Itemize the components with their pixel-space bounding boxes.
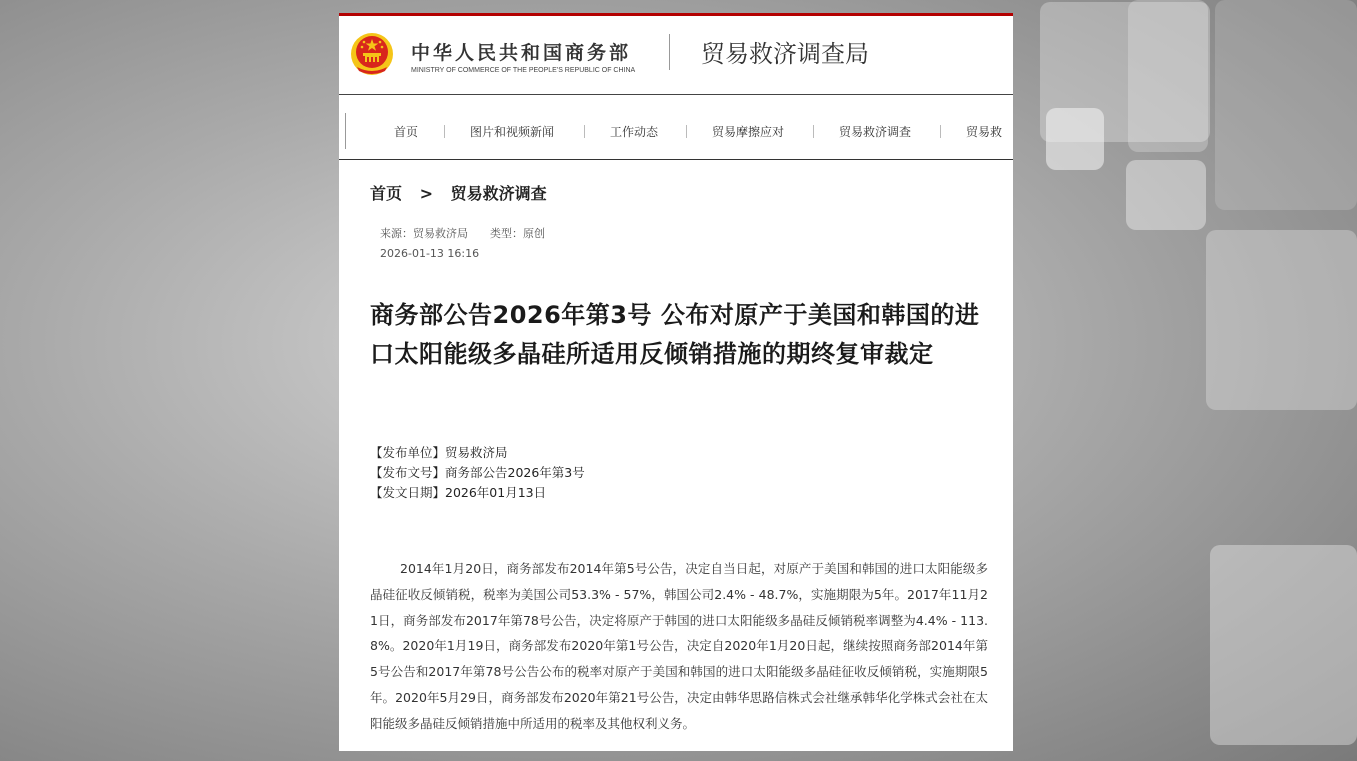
background-tile <box>1206 230 1357 410</box>
nav-separator <box>940 125 941 138</box>
main-nav <box>339 95 1013 160</box>
national-emblem-icon[interactable] <box>349 31 395 77</box>
meta-type: 类型：原创 <box>490 227 545 240</box>
breadcrumb-separator: > <box>419 184 433 203</box>
header-divider <box>669 34 670 70</box>
nav-item-trade-remedy-investigation[interactable]: 贸易救济调查 <box>839 125 912 139</box>
breadcrumb-current[interactable]: 贸易救济调查 <box>450 184 547 203</box>
background-tile <box>1215 0 1357 210</box>
nav-item-home[interactable]: 首页 <box>394 125 419 139</box>
nav-separator <box>813 125 814 138</box>
nav-item-trade-friction[interactable]: 贸易摩擦应对 <box>712 125 785 139</box>
webpage-panel <box>339 13 1013 751</box>
ministry-name-cn[interactable]: 中华人民共和国商务部 <box>411 42 632 64</box>
nav-separator <box>444 125 445 138</box>
article-title: 商务部公告2026年第3号 公布对原产于美国和韩国的进口太阳能级多晶硅所适用反倾销措施的期终复审裁定 <box>370 301 980 368</box>
nav-item-photo-video-news[interactable]: 图片和视频新闻 <box>470 125 555 139</box>
background-tile <box>1210 545 1357 745</box>
meta-source: 来源：贸易救济局 <box>380 227 468 240</box>
nav-separator <box>686 125 687 138</box>
article-info <box>370 443 585 503</box>
info-date: 【发文日期】2026年01月13日 <box>370 485 547 500</box>
bureau-title[interactable]: 贸易救济调查局 <box>701 40 869 68</box>
nav-divider <box>345 113 346 149</box>
info-issuer: 【发布单位】贸易救济局 <box>370 445 508 460</box>
article-meta <box>380 224 545 264</box>
nav-separator <box>584 125 585 138</box>
nav-item-work-updates[interactable]: 工作动态 <box>610 125 659 139</box>
background-tile <box>1126 160 1206 230</box>
meta-datetime: 2026-01-13 16:16 <box>380 247 480 260</box>
nav-item-trade-remedy-more[interactable]: 贸易救 <box>966 125 1003 139</box>
breadcrumb-home[interactable]: 首页 <box>370 184 403 203</box>
breadcrumb <box>370 181 559 204</box>
site-header <box>339 16 1013 95</box>
background-tile <box>1046 108 1104 170</box>
article-body: 2014年1月20日，商务部发布2014年第5号公告，决定自当日起，对原产于美国和韩国的进口太阳能级多晶硅征收反倾销税，税率为美国公司53.3% - 57%，韩国公司2.4% - 48.7%，实施期限为5年。2017年11月21日，商务部发布2017年第78号公告，决定将原产于韩国的进口太阳能级多晶硅反倾销税率调整为4.4% - 113.8%。2020年1月19日，商务部发布2020年第1号公告，决定自2020年1月20日起，继续按照商务部2014年第5号公告和2017年第78号公告公布的税率对原产于美国和韩国的进口太阳能级多晶硅征收反倾销税，实施期限5年。2020年5月29日，商务部发布2020年第21号公告，决定由韩华思路信株式会社继承韩华化学株式会社在太阳能级多晶硅反倾销措施中所适用的税率及其他权利义务。 <box>370 561 988 731</box>
background-tile <box>1128 0 1208 152</box>
info-doc-number: 【发布文号】商务部公告2026年第3号 <box>370 465 585 480</box>
ministry-name-en: MINISTRY OF COMMERCE OF THE PEOPLE'S REPUBLIC OF CHINA <box>411 67 636 74</box>
